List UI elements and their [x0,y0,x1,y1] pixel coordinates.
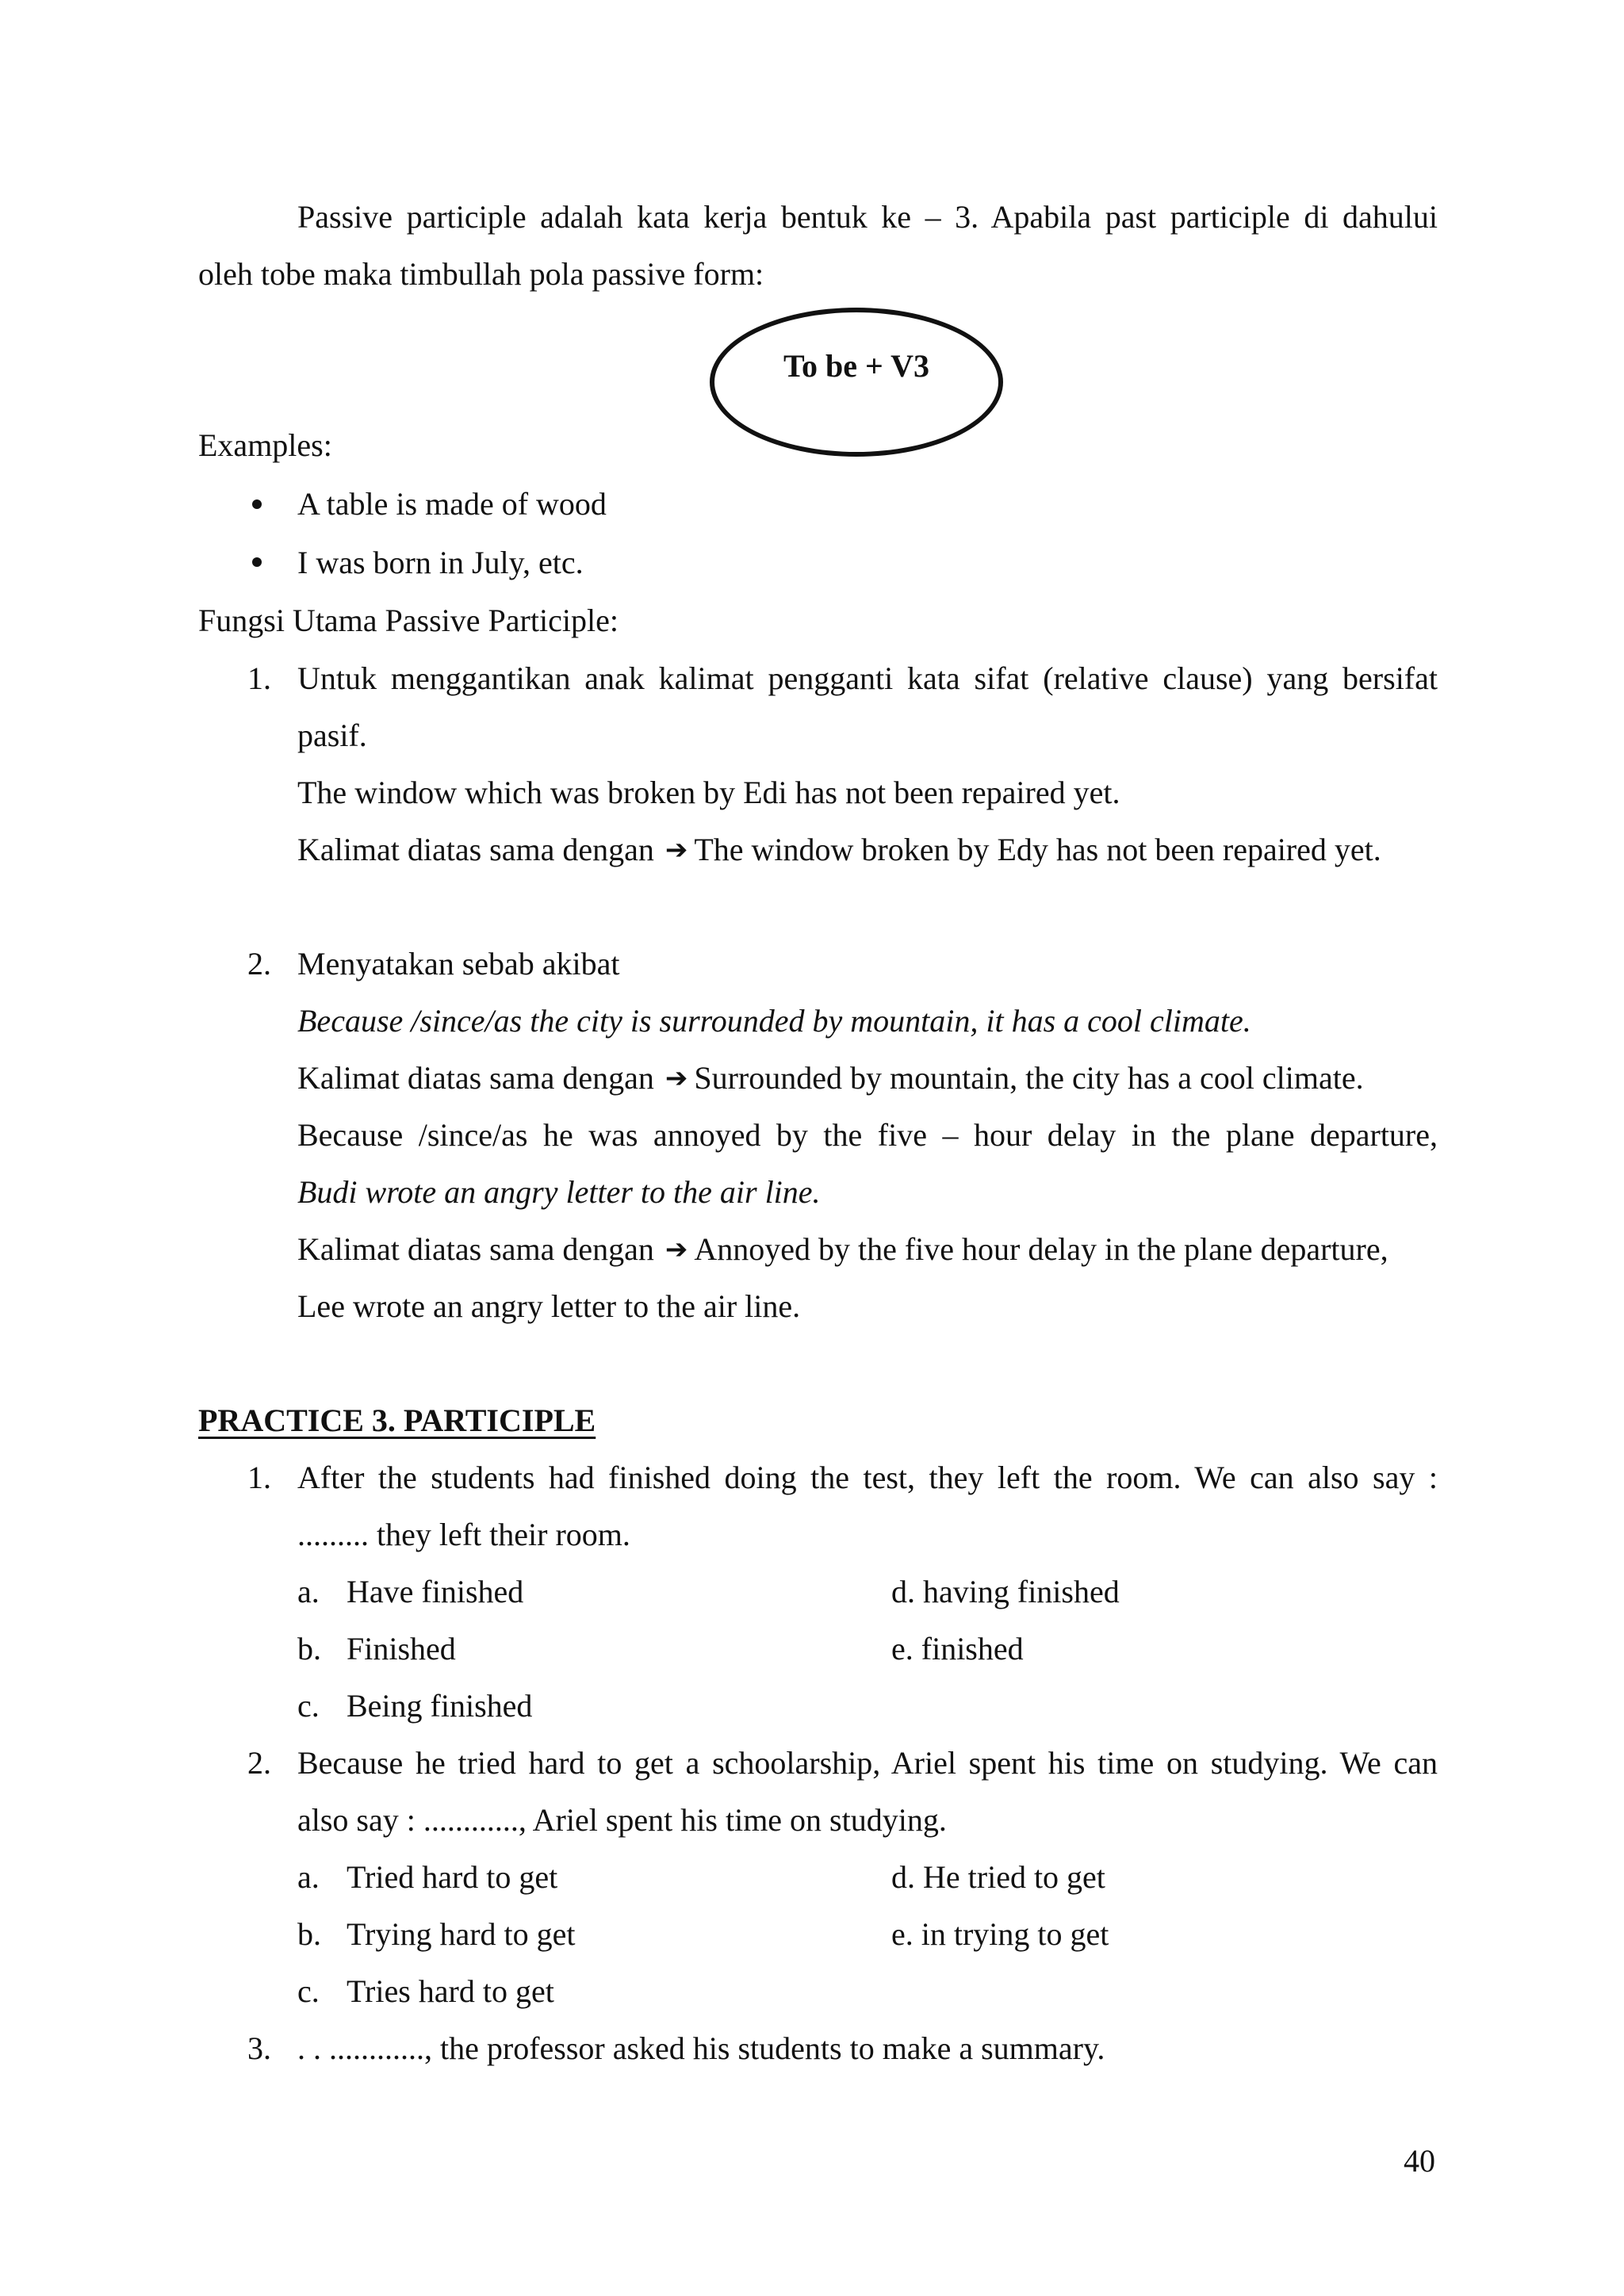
function-1-number: 1. [247,660,271,696]
function-1-example: The window which was broken by Edi has not been repaired yet. [297,775,1120,810]
examples-heading: Examples: [198,427,332,463]
function-1-line-2: pasif. [297,718,367,753]
function-2-equivalent-1 [297,1062,1364,1094]
option-b-letter: b. [297,1631,321,1667]
function-1-line-1: Untuk menggantikan anak kalimat pengganti kata sifat (relative clause) yang bersifat [297,660,1438,696]
function-2-example-1: Because /since/as the city is surrounded by mountain, it has a cool climate. [297,1003,1251,1039]
question-2-line-1: Because he tried hard to get a schoolarship, Ariel spent his time on studying. We can [297,1745,1438,1781]
question-1-option-e: e. finished [891,1631,1024,1667]
option-b-letter: b. [297,1916,321,1952]
question-2-option-a: Tried hard to get [347,1859,558,1895]
question-2-option-e: e. in trying to get [891,1916,1109,1952]
function-2-example-2-line-2: Budi wrote an angry letter to the air line. [297,1174,821,1210]
page-number: 40 [1404,2143,1435,2179]
question-1-option-a: Have finished [347,1574,524,1609]
function-2-equivalent-2 [297,1231,1388,1267]
function-2-example-2-line-1: Because /since/as he was annoyed by the five – hour delay in the plane departure, [297,1117,1438,1153]
function-1-equivalent [297,834,1381,866]
function-2-title: Menyatakan sebab akibat [297,946,620,982]
question-2-number: 2. [247,1745,271,1781]
right-arrow-icon: ➔ [665,1062,688,1094]
practice-heading: PRACTICE 3. PARTICIPLE [198,1402,596,1438]
equiv-prefix: Kalimat diatas sama dengan [297,832,654,867]
equiv-text: Annoyed by the five hour delay in the plane departure, [694,1231,1388,1267]
equiv-text: The window broken by Edy has not been repaired yet. [694,832,1381,867]
equiv-text: Surrounded by mountain, the city has a cool climate. [694,1060,1364,1096]
question-1-option-c: Being finished [347,1688,533,1724]
option-c-letter: c. [297,1688,320,1724]
option-a-letter: a. [297,1574,320,1609]
question-3-number: 3. [247,2030,271,2066]
question-3-line-1: . . ............, the professor asked his students to make a summary. [297,2030,1105,2066]
question-2-line-2: also say : ............, Ariel spent his time on studying. [297,1802,947,1838]
right-arrow-icon: ➔ [665,1234,688,1265]
example-item-1: A table is made of wood [297,486,607,522]
bullet-icon [252,557,262,567]
right-arrow-icon: ➔ [665,834,688,866]
equiv-prefix: Kalimat diatas sama dengan [297,1060,654,1096]
example-item-2: I was born in July, etc. [297,545,584,580]
question-1-line-1: After the students had finished doing the test, they left the room. We can also say : [297,1460,1438,1495]
equiv-prefix: Kalimat diatas sama dengan [297,1231,654,1267]
option-a-letter: a. [297,1859,320,1895]
question-2-option-b: Trying hard to get [347,1916,576,1952]
bullet-icon [252,499,262,509]
intro-line-2: oleh tobe maka timbullah pola passive form: [198,256,764,292]
formula-text: To be + V3 [783,348,929,384]
intro-line-1: Passive participle adalah kata kerja bentuk ke – 3. Apabila past participle di dahului [297,199,1438,235]
option-c-letter: c. [297,1973,320,2009]
question-1-option-d: d. having finished [891,1574,1120,1609]
question-2-option-d: d. He tried to get [891,1859,1105,1895]
question-1-number: 1. [247,1460,271,1495]
question-2-option-c: Tries hard to get [347,1973,554,2009]
question-1-option-b: Finished [347,1631,456,1667]
question-1-line-2: ......... they left their room. [297,1517,630,1552]
formula-ellipse [710,308,1003,457]
functions-heading: Fungsi Utama Passive Participle: [198,603,619,638]
function-2-number: 2. [247,946,271,982]
function-2-equivalent-2-line-2: Lee wrote an angry letter to the air line. [297,1288,801,1324]
